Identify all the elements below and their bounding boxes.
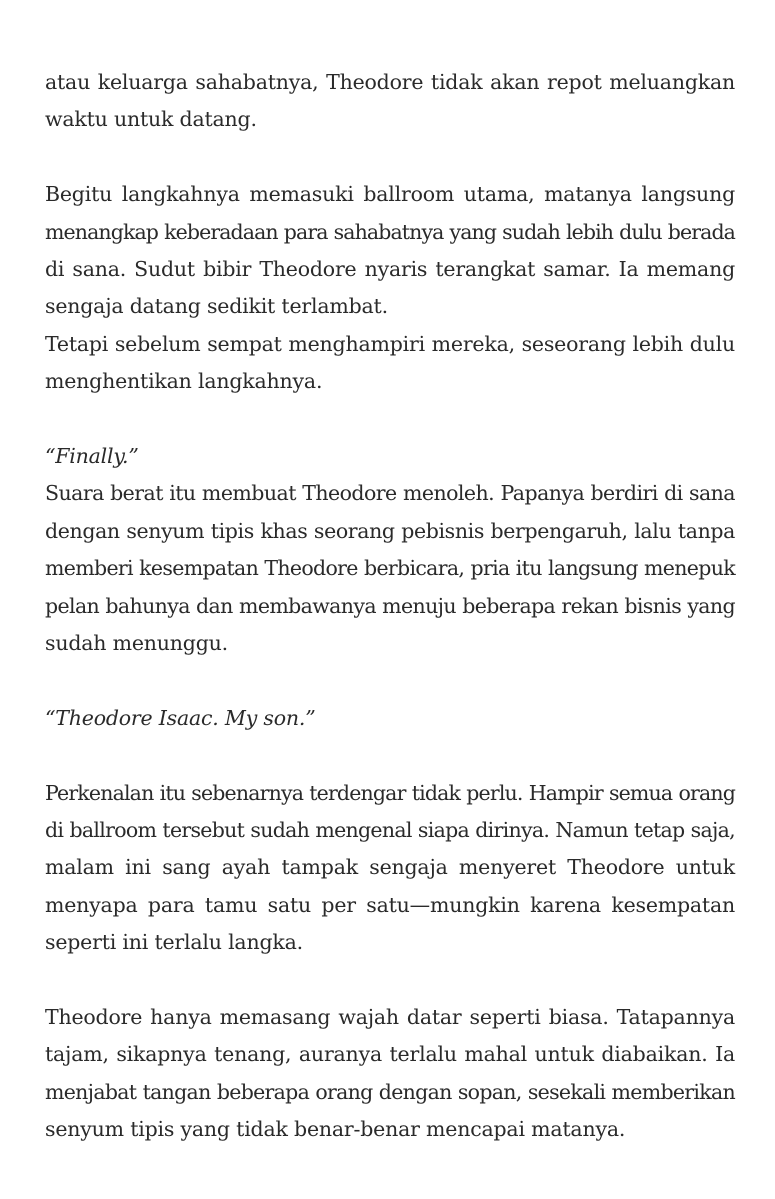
paragraph-gap: [45, 662, 735, 699]
text-line: “Theodore Isaac. My son.”: [45, 705, 316, 730]
text-line: atau keluarga sahabatnya, Theodore tidak akan repot meluangkan: [45, 70, 735, 94]
text-line: waktu untuk datang.: [45, 107, 257, 132]
paragraph-3: [45, 326, 735, 401]
paragraph-7: [45, 775, 735, 962]
text-line: senyum tipis yang tidak benar-benar mencapai matanya.: [45, 1117, 626, 1142]
text-line: di sana. Sudut bibir Theodore nyaris terangkat samar. Ia memang: [45, 257, 735, 282]
text-line: malam ini sang ayah tampak sengaja menyeret Theodore untuk: [45, 855, 735, 880]
story-text: [45, 64, 735, 1149]
text-line: “Finally.”: [45, 444, 139, 469]
text-line: menyapa para tamu satu per satu—mungkin karena kesempatan: [45, 892, 735, 917]
text-line: pelan bahunya dan membawanya menuju beberapa rekan bisnis yang: [45, 593, 735, 618]
text-line: Theodore hanya memasang wajah datar seperti biasa. Tatapannya: [45, 1005, 735, 1030]
text-line: sudah menunggu.: [45, 631, 228, 656]
dialogue-my-son: [45, 700, 735, 737]
text-line: dengan senyum tipis khas seorang pebisnis berpengaruh, lalu tanpa: [45, 518, 735, 543]
text-line: memberi kesempatan Theodore berbicara, pria itu langsung menepuk: [45, 556, 735, 581]
text-line: menangkap keberadaan para sahabatnya yang sudah lebih dulu berada: [45, 219, 735, 244]
text-line: seperti ini terlalu langka.: [45, 930, 303, 955]
text-line: Tetapi sebelum sempat menghampiri mereka, seseorang lebih dulu: [45, 331, 735, 356]
paragraph-gap: [45, 139, 735, 176]
text-line: Suara berat itu membuat Theodore menoleh. Papanya berdiri di sana: [45, 481, 735, 506]
text-line: tajam, sikapnya tenang, auranya terlalu mahal untuk diabaikan. Ia: [45, 1042, 735, 1067]
text-line: menjabat tangan beberapa orang dengan sopan, sesekali memberikan: [45, 1079, 735, 1104]
paragraph-gap: [45, 401, 735, 438]
paragraph-5: [45, 475, 735, 662]
paragraph-8: [45, 999, 735, 1149]
paragraph-2: [45, 176, 735, 326]
text-line: di ballroom tersebut sudah mengenal siapa dirinya. Namun tetap saja,: [45, 818, 735, 843]
text-line: sengaja datang sedikit terlambat.: [45, 294, 388, 319]
paragraph-1: [45, 64, 735, 139]
text-line: menghentikan langkahnya.: [45, 369, 323, 394]
paragraph-gap: [45, 962, 735, 999]
dialogue-finally: [45, 438, 735, 475]
paragraph-gap: [45, 737, 735, 774]
text-line: Perkenalan itu sebenarnya terdengar tidak perlu. Hampir semua orang: [45, 780, 735, 805]
text-line: Begitu langkahnya memasuki ballroom utama, matanya langsung: [45, 182, 735, 207]
